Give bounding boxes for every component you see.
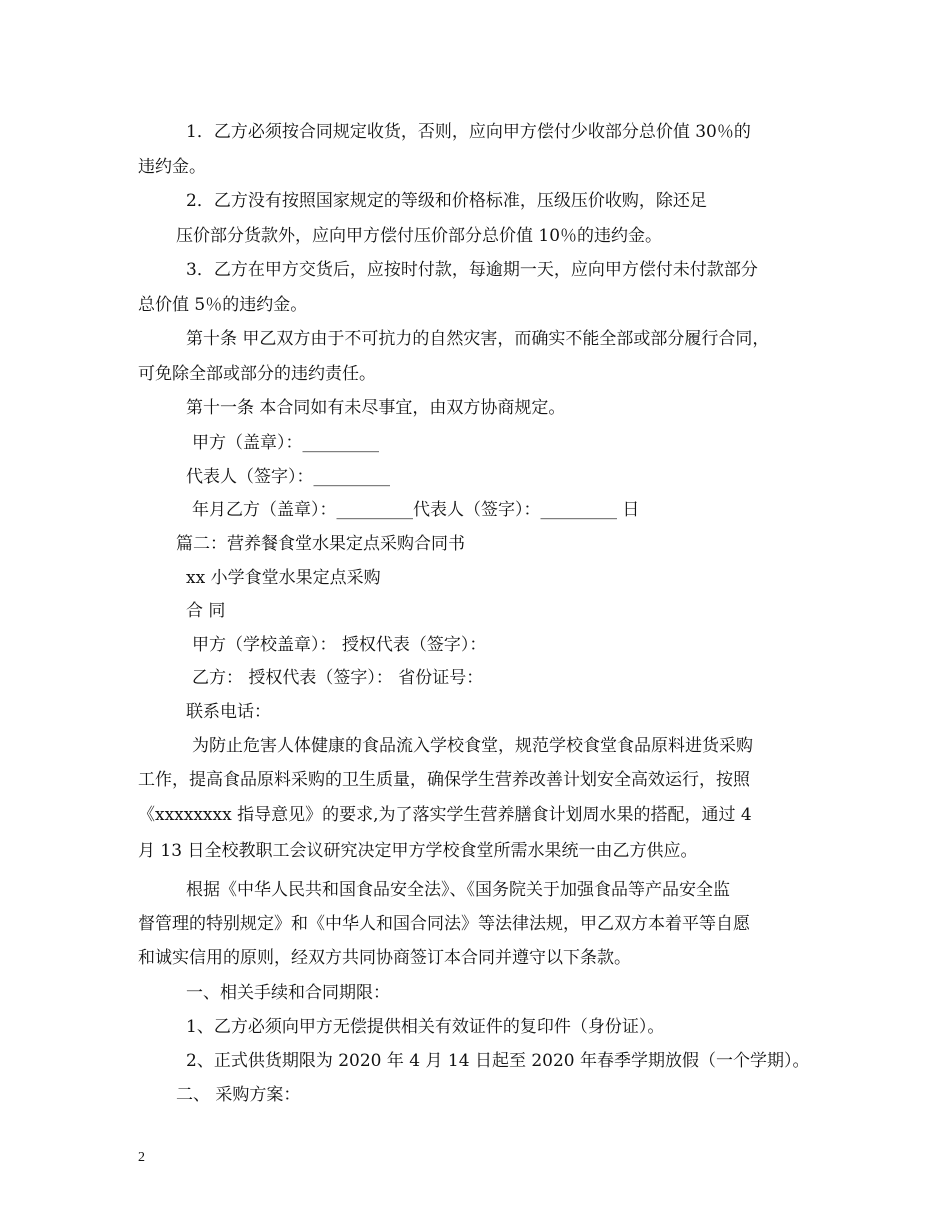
preamble-line-3: 《xxxxxxxx 指导意见》的要求,为了落实学生营养膳食计划周水果的搭配，通过 4 [138, 805, 752, 825]
article-10-line-2: 可免除全部或部分的违约责任。 [138, 364, 376, 384]
section-1-item-1: 1、乙方必须向甲方无偿提供相关有效证件的复印件（身份证）。 [186, 1017, 665, 1037]
party-b-info: 乙方： 授权代表（签字）： 省份证号： [192, 668, 484, 688]
representative-signature: 代表人（签字）：_________ [186, 467, 390, 487]
preamble-line-1: 为防止危害人体健康的食品流入学校食堂，规范学校食堂食品原料进货采购 [192, 736, 753, 756]
contact-phone: 联系电话： [186, 702, 271, 722]
clause-2-line-2: 压价部分货款外，应向甲方偿付压价部分总价值 10％的违约金。 [176, 226, 663, 246]
legal-basis-line-1: 根据《中华人民共和国食品安全法》、《国务院关于加强食品等产品安全监 [186, 880, 730, 900]
party-b-signature-line: 年月乙方（盖章）：_________代表人（签字）：_________ 日 [192, 500, 640, 520]
section-heading: 篇二：营养餐食堂水果定点采购合同书 [176, 534, 465, 554]
clause-3-line-1: 3．乙方在甲方交货后，应按时付款，每逾期一天，应向甲方偿付未付款部分 [186, 260, 758, 280]
preamble-line-4: 月 13 日全校教职工会议研究决定甲方学校食堂所需水果统一由乙方供应。 [138, 841, 698, 861]
clause-3-line-2: 总价值 5％的违约金。 [138, 295, 308, 315]
contract-subtitle: xx 小学食堂水果定点采购 [186, 568, 381, 588]
legal-basis-line-3: 和诚实信用的原则，经双方共同协商签订本合同并遵守以下条款。 [138, 948, 631, 968]
article-11: 第十一条 本合同如有未尽事宜，由双方协商规定。 [186, 398, 566, 418]
page-number: 2 [138, 1150, 145, 1165]
contract-title: 合 同 [186, 601, 226, 621]
section-1-heading: 一、相关手续和合同期限： [186, 983, 390, 1003]
clause-2-line-1: 2．乙方没有按照国家规定的等级和价格标准，压级压价收购，除还足 [186, 191, 707, 211]
legal-basis-line-2: 督管理的特别规定》和《中华人和国合同法》等法律法规，甲乙双方本着平等自愿 [138, 914, 750, 934]
clause-1-line-1: 1．乙方必须按合同规定收货，否则，应向甲方偿付少收部分总价值 30％的 [186, 122, 751, 142]
section-1-item-2: 2、正式供货期限为 2020 年 4 月 14 日起至 2020 年春季学期放假（一个学期）。 [186, 1051, 810, 1071]
preamble-line-2: 工作，提高食品原料采购的卫生质量，确保学生营养改善计划安全高效运行，按照 [138, 770, 750, 790]
clause-1-line-2: 违约金。 [138, 157, 206, 177]
article-10-line-1: 第十条 甲乙双方由于不可抗力的自然灾害，而确实不能全部或部分履行合同， [186, 329, 770, 349]
party-a-info: 甲方（学校盖章）： 授权代表（签字）： [192, 635, 487, 655]
section-2-heading: 二、 采购方案： [176, 1085, 301, 1105]
party-a-seal: 甲方（盖章）：_________ [192, 433, 379, 453]
